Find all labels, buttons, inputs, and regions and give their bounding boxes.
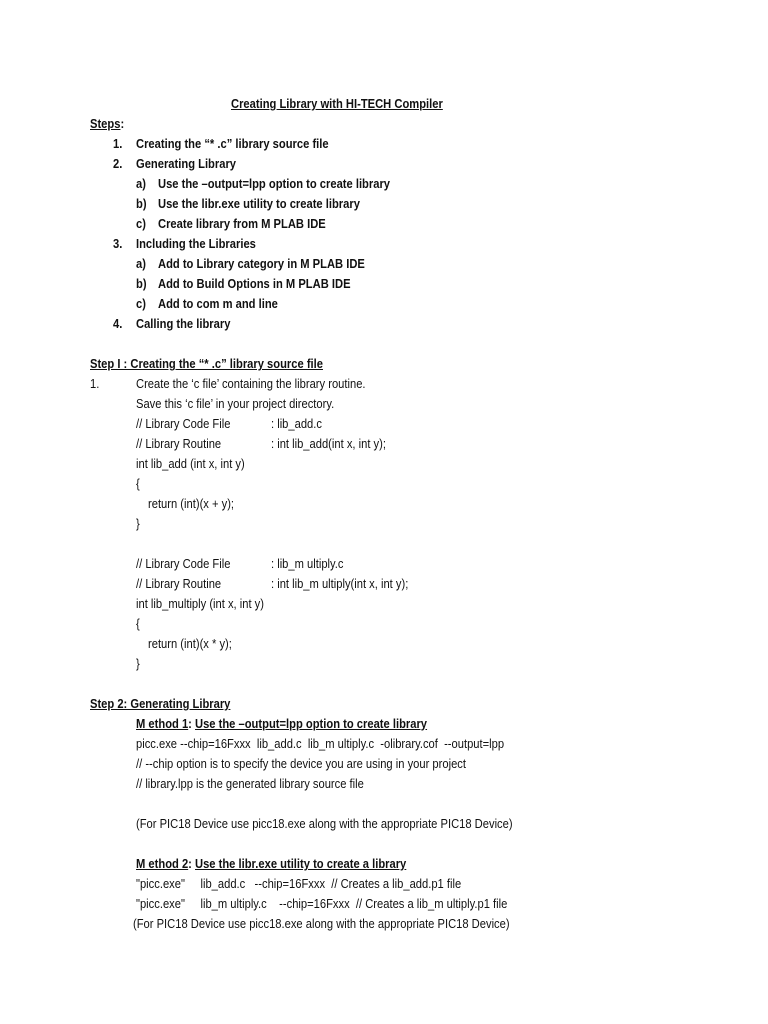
outline-item: Add to Library category in M PLAB IDE	[158, 256, 365, 271]
method2-line: "picc.exe" lib_m ultiply.c --chip=16Fxxx // Creates a lib_m ultiply.p1 file	[136, 896, 508, 911]
code-line: return (int)(x * y);	[148, 636, 232, 651]
outline-num: a)	[136, 256, 146, 271]
code-line: return (int)(x + y);	[148, 496, 235, 511]
code-comment-label: // Library Code File	[136, 556, 231, 571]
method1-line: // library.lpp is the generated library source file	[136, 776, 364, 791]
outline-num: b)	[136, 276, 147, 291]
code-comment-value: : int lib_add(int x, int y);	[271, 436, 386, 451]
steps-heading-colon: :	[120, 116, 125, 131]
method2-title: Use the libr.exe utility to create a library	[195, 856, 407, 871]
outline-num: b)	[136, 196, 147, 211]
outline-num: 4.	[113, 316, 123, 331]
steps-heading	[90, 115, 124, 132]
code-line: int lib_multiply (int x, int y)	[136, 596, 264, 611]
outline-num: 1.	[113, 136, 123, 151]
outline-item: Create library from M PLAB IDE	[158, 216, 326, 231]
outline-item: Including the Libraries	[136, 236, 256, 251]
method1-label: M ethod 1	[136, 716, 189, 731]
method1-title: Use the –output=lpp option to create library	[195, 716, 428, 731]
method1-line: picc.exe --chip=16Fxxx lib_add.c lib_m ultiply.c -olibrary.cof --output=lpp	[136, 736, 505, 751]
outline-item: Use the –output=lpp option to create library	[158, 176, 391, 191]
outline-item: Generating Library	[136, 156, 237, 171]
step1-line: Create the ‘c file’ containing the library routine.	[136, 376, 366, 391]
outline-item: Creating the “* .c” library source file	[136, 136, 329, 151]
method2-line: (For PIC18 Device use picc18.exe along with the appropriate PIC18 Device)	[133, 916, 510, 931]
outline-num: 2.	[113, 156, 123, 171]
step1-heading: Step I : Creating the “* .c” library source file	[90, 356, 323, 371]
step2-heading: Step 2: Generating Library	[90, 696, 231, 711]
method1-line: (For PIC18 Device use picc18.exe along with the appropriate PIC18 Device)	[136, 816, 513, 831]
outline-item: Add to Build Options in M PLAB IDE	[158, 276, 351, 291]
method1-heading: M ethod 1: Use the –output=lpp option to create library	[136, 716, 428, 731]
step1-num: 1.	[90, 376, 100, 391]
step1-line: Save this ‘c file’ in your project directory.	[136, 396, 335, 411]
outline-num: a)	[136, 176, 146, 191]
code-line: }	[136, 656, 140, 671]
code-line: {	[136, 616, 140, 631]
outline-item: Add to com m and line	[158, 296, 278, 311]
code-comment-value: : int lib_m ultiply(int x, int y);	[271, 576, 409, 591]
code-comment-label: // Library Code File	[136, 416, 231, 431]
method2-line: "picc.exe" lib_add.c --chip=16Fxxx // Creates a lib_add.p1 file	[136, 876, 462, 891]
outline-num: c)	[136, 296, 146, 311]
code-comment-value: : lib_add.c	[271, 416, 322, 431]
outline-num: 3.	[113, 236, 123, 251]
outline-item: Use the libr.exe utility to create library	[158, 196, 360, 211]
code-line: int lib_add (int x, int y)	[136, 456, 245, 471]
method2-label: M ethod 2	[136, 856, 189, 871]
steps-heading-label: Steps	[90, 116, 121, 131]
code-line: }	[136, 516, 140, 531]
method2-heading: M ethod 2: Use the libr.exe utility to create a library	[136, 856, 407, 871]
document-title: Creating Library with HI-TECH Compiler	[231, 96, 443, 111]
outline-item: Calling the library	[136, 316, 231, 331]
code-comment-value: : lib_m ultiply.c	[271, 556, 344, 571]
outline-num: c)	[136, 216, 146, 231]
code-comment-label: // Library Routine	[136, 576, 222, 591]
code-line: {	[136, 476, 140, 491]
method1-line: // --chip option is to specify the device you are using in your project	[136, 756, 466, 771]
code-comment-label: // Library Routine	[136, 436, 222, 451]
